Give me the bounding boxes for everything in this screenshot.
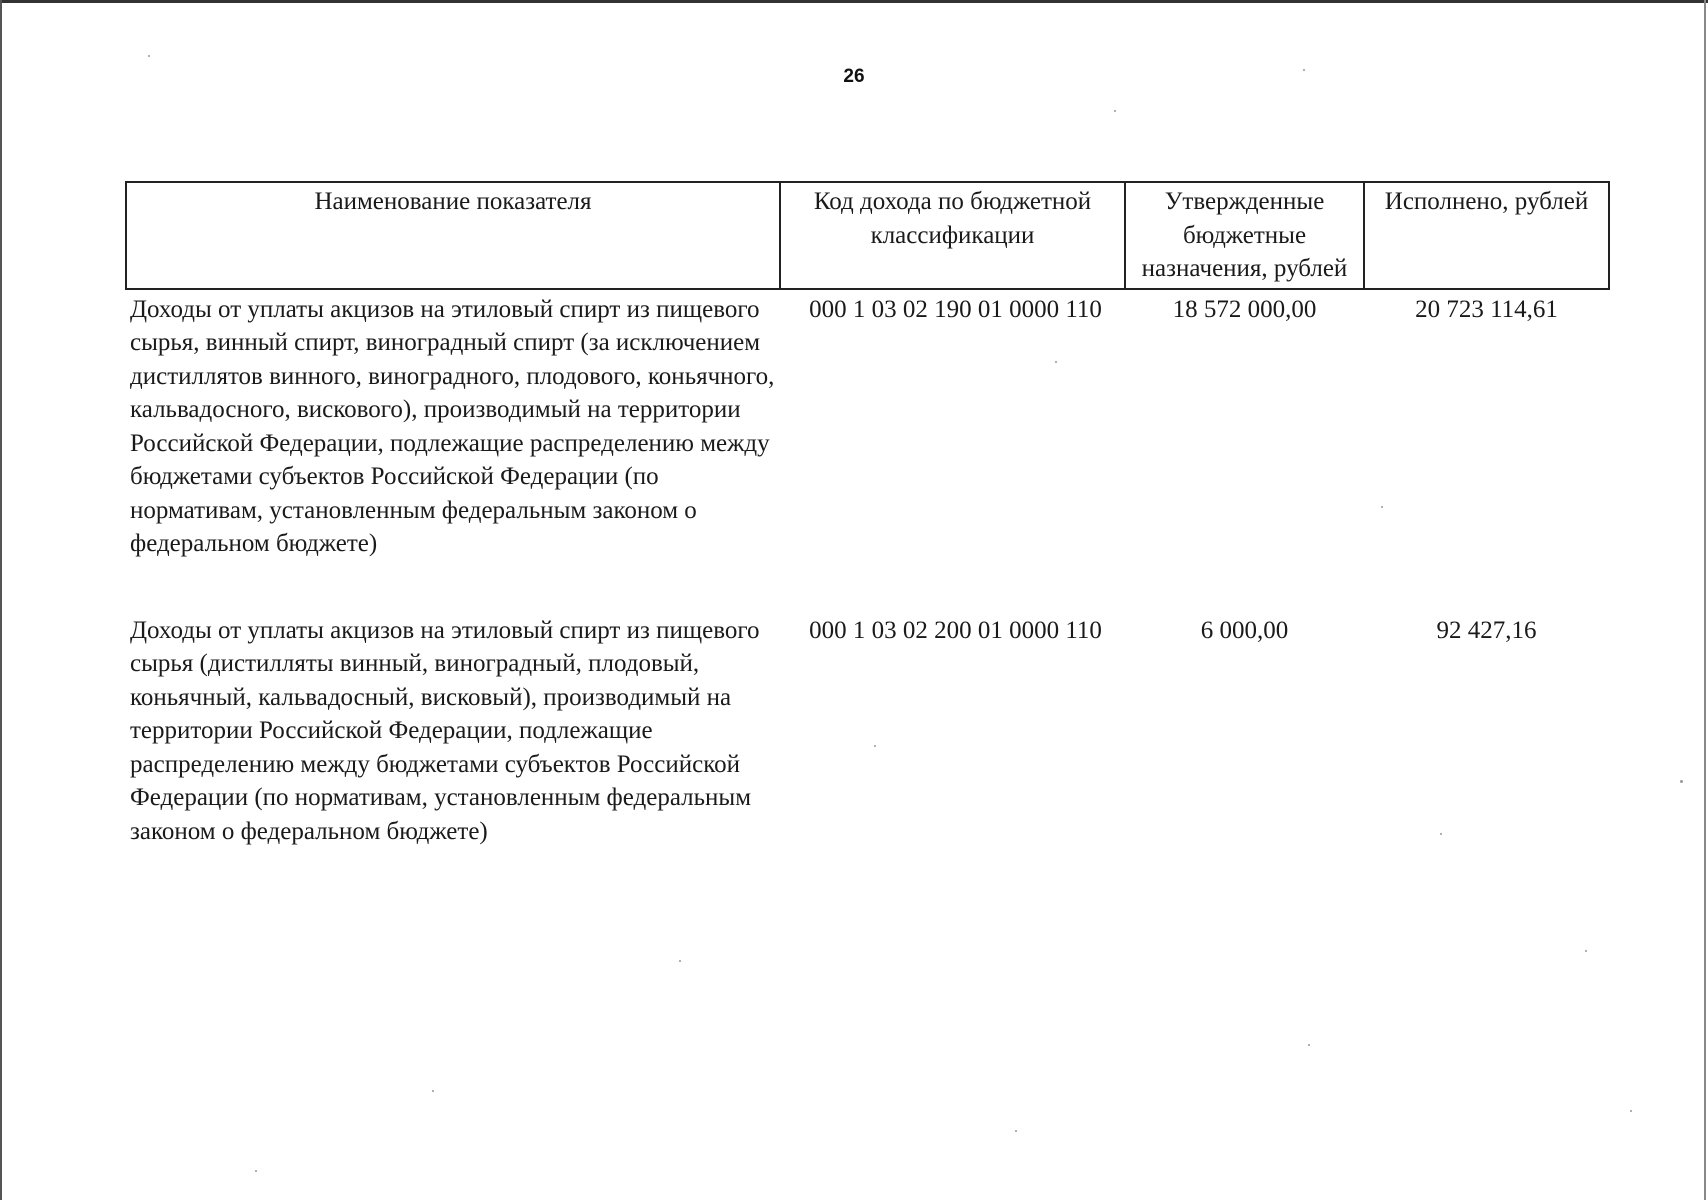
cell-indicator-name: Доходы от уплаты акцизов на этиловый спирт из пищевого сырья (дистилляты винный, виноградный, плодовый, коньячный, кальвадосный, висковый), производимый на территории Российской Федерации, подлежащие распределению между бюджетами субъектов Российской Федерации (по нормативам, установленным федеральным законом о федеральном бюджете): [130, 616, 760, 845]
budget-income-table: [125, 181, 1610, 904]
table-row: [126, 289, 1609, 611]
scan-edge-top: [0, 0, 1708, 3]
scan-speck: [1630, 1110, 1632, 1112]
table-header: [126, 182, 1609, 289]
scan-speck: [1015, 1130, 1017, 1132]
scan-speck: [1440, 833, 1442, 835]
scan-speck: [679, 960, 681, 962]
cell-executed-amount: 92 427,16: [1436, 616, 1537, 644]
table-row: [126, 611, 1609, 904]
page-number: 26: [843, 66, 865, 87]
header-income-code: Код дохода по бюджетной классификации: [780, 182, 1125, 289]
scan-speck: [1680, 780, 1683, 783]
scan-edge-left: [0, 0, 2, 1200]
header-indicator-name: Наименование показателя: [126, 182, 780, 289]
header-approved-amount: Утвержденные бюджетные назначения, рублей: [1125, 182, 1364, 289]
scan-speck: [148, 55, 150, 57]
scan-speck: [255, 1170, 257, 1172]
scan-speck: [874, 745, 876, 747]
table-header-row: [126, 182, 1609, 289]
cell-approved-amount: 6 000,00: [1200, 616, 1289, 644]
scan-speck: [1585, 950, 1587, 952]
cell-indicator-name: Доходы от уплаты акцизов на этиловый спирт из пищевого сырья, винный спирт, виноградный спирт (за исключением дистиллятов винного, виноградного, плодового, коньячного, кальвадосного, вискового), производимый на территории Российской Федерации, подлежащие распределению между бюджетами субъектов Российской Федерации (по нормативам, установленным федеральным законом о федеральном бюджете): [130, 295, 775, 557]
table-body: [126, 289, 1609, 904]
cell-executed-amount: 20 723 114,61: [1415, 295, 1558, 323]
cell-approved-amount: 18 572 000,00: [1172, 295, 1317, 323]
scan-edge-right: [1704, 0, 1706, 1200]
scan-speck: [432, 1090, 434, 1092]
scan-speck: [1114, 110, 1116, 112]
cell-income-code: 000 1 03 02 190 01 0000 110: [809, 295, 1102, 323]
scan-speck: [1303, 69, 1305, 71]
scan-speck: [1381, 506, 1383, 508]
header-executed-amount: Исполнено, рублей: [1364, 182, 1609, 289]
scan-speck: [1308, 1044, 1310, 1046]
scan-speck: [1055, 361, 1057, 363]
cell-income-code: 000 1 03 02 200 01 0000 110: [809, 616, 1102, 644]
